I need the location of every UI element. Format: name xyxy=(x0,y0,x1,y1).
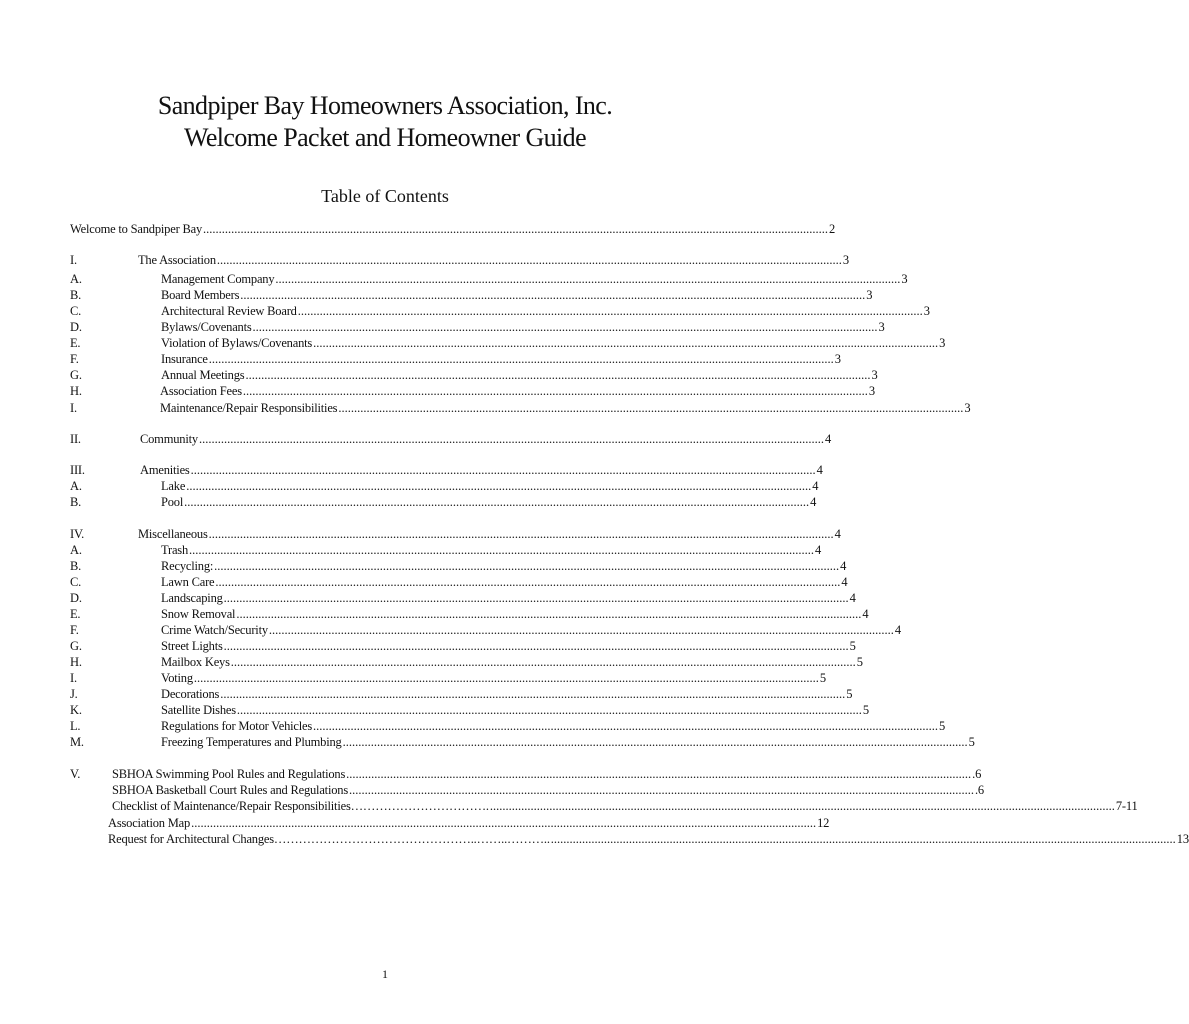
toc-dot-leader: ........................................................................................................................................................................................................ xyxy=(275,272,901,286)
toc-entry xyxy=(70,462,823,478)
toc-dot-leader: ........................................................................................................................................................................................................ xyxy=(223,591,849,605)
toc-dot-leader: ........................................................................................................................................................................................................ xyxy=(313,719,939,733)
toc-entry-line xyxy=(112,766,982,782)
toc-entry xyxy=(70,526,841,542)
toc-entry-label: Checklist of Maintenance/Repair Responsibilities……………………………. xyxy=(112,799,489,813)
toc-entry xyxy=(70,271,908,287)
toc-entry-page: 12 xyxy=(817,816,830,830)
toc-entry-number: E. xyxy=(70,607,81,621)
toc-entry-page: 3 xyxy=(878,320,885,334)
toc-entry-number: J. xyxy=(70,687,78,701)
toc-entry-number: I. xyxy=(70,253,77,267)
toc-entry-number: C. xyxy=(70,575,82,589)
toc-entry-line xyxy=(161,718,946,734)
toc-entry-page: 4 xyxy=(840,559,847,573)
toc-entry-line xyxy=(138,526,841,542)
toc-entry-line xyxy=(161,367,878,383)
toc-entry-label: SBHOA Swimming Pool Rules and Regulations xyxy=(112,767,346,781)
toc-entry-number: D. xyxy=(70,591,82,605)
toc-entry-number: K. xyxy=(70,703,82,717)
toc-entry-label: Violation of Bylaws/Covenants xyxy=(161,336,313,350)
toc-entry-line xyxy=(161,622,901,638)
toc-entry-page: 5 xyxy=(856,655,863,669)
toc-entry-label: SBHOA Basketball Court Rules and Regulations xyxy=(112,783,348,797)
toc-entry xyxy=(70,494,817,510)
toc-entry-page: 4 xyxy=(816,463,823,477)
toc-dot-leader: ........................................................................................................................................................................................................ xyxy=(252,320,878,334)
toc-entry-line xyxy=(160,400,971,416)
toc-entry-number: A. xyxy=(70,479,82,493)
toc-entry-number: C. xyxy=(70,304,82,318)
toc-entry-page: 3 xyxy=(871,368,878,382)
toc-entry xyxy=(70,351,841,367)
toc-entry-page: 4 xyxy=(815,543,822,557)
toc-entry-label: Recycling: xyxy=(161,559,214,573)
toc-entry-number: H. xyxy=(70,384,82,398)
toc-dot-leader: ........................................................................................................................................................................................................ xyxy=(220,687,846,701)
toc-entry xyxy=(70,654,863,670)
toc-dot-leader: ........................................................................................................................................................................................................ xyxy=(240,288,866,302)
toc-entry-line xyxy=(161,734,975,750)
toc-dot-leader: ........................................................................................................................................................................................................ xyxy=(215,575,841,589)
toc-entry xyxy=(70,335,946,351)
toc-entry-number: I. xyxy=(70,671,77,685)
toc-entry-label: Architectural Review Board xyxy=(161,304,297,318)
toc-entry-number: IV. xyxy=(70,527,85,541)
toc-dot-leader: ........................................................................................................................................................................................................ xyxy=(186,479,812,493)
toc-dot-leader: ........................................................................................................................................................................................................ xyxy=(193,671,819,685)
toc-entry-line xyxy=(140,462,823,478)
toc-entry xyxy=(70,431,831,447)
toc-dot-leader: ........................................................................................................................................................................................................ xyxy=(297,304,923,318)
toc-entry-line xyxy=(161,335,946,351)
toc-dot-leader: ........................................................................................................................................................................................................ xyxy=(190,463,816,477)
toc-dot-leader: ........................................................................................................................................................................................................ xyxy=(236,607,862,621)
toc-entry xyxy=(70,766,982,782)
toc-entry-line xyxy=(161,303,930,319)
document-subtitle: Welcome Packet and Homeowner Guide xyxy=(183,123,587,152)
toc-entry-label: Voting xyxy=(161,671,193,685)
toc-dot-leader: ........................................................................................................................................................................................................ xyxy=(242,384,868,398)
toc-entry-label: Freezing Temperatures and Plumbing xyxy=(161,735,342,749)
toc-entry-label: Association Fees xyxy=(160,384,242,398)
toc-entry-label: Management Company xyxy=(161,272,275,286)
toc-entry-page: 3 xyxy=(964,401,971,415)
toc-dot-leader: ........................................................................................................................................................................................................ xyxy=(214,559,840,573)
toc-entry xyxy=(70,831,1189,847)
toc-entry-label: Welcome to Sandpiper Bay xyxy=(70,222,203,236)
toc-dot-leader: ........................................................................................................................................................................................................ xyxy=(198,432,824,446)
toc-entry xyxy=(70,686,853,702)
toc-entry-line xyxy=(108,815,830,831)
toc-entry-page: 4 xyxy=(834,527,841,541)
toc-entry xyxy=(70,702,869,718)
toc-entry-line xyxy=(160,383,875,399)
toc-entry-page: 4 xyxy=(849,591,856,605)
toc-entry-line xyxy=(108,831,1189,847)
toc-entry xyxy=(70,782,984,798)
toc-entry-number: F. xyxy=(70,623,79,637)
toc-heading: Table of Contents xyxy=(321,186,449,206)
toc-entry-label: Trash xyxy=(161,543,189,557)
toc-entry-number: E. xyxy=(70,336,81,350)
toc-entry-page: 4 xyxy=(894,623,901,637)
toc-entry xyxy=(70,287,873,303)
toc-entry-number: M. xyxy=(70,735,84,749)
toc-dot-leader: ........................................................................................................................................................................................................ xyxy=(236,703,862,717)
toc-entry-line xyxy=(161,702,869,718)
toc-entry-page: 5 xyxy=(819,671,826,685)
toc-entry-label: Mailbox Keys xyxy=(161,655,230,669)
toc-entry-line xyxy=(161,654,863,670)
toc-entry-line xyxy=(161,494,817,510)
toc-entry-number: B. xyxy=(70,495,82,509)
toc-entry xyxy=(70,400,971,416)
toc-entry-page: 7-11 xyxy=(1115,799,1138,813)
toc-entry-number: A. xyxy=(70,543,82,557)
toc-dot-leader: ........................................................................................................................................................................................................ xyxy=(550,832,1176,846)
toc-entry-page: 4 xyxy=(841,575,848,589)
toc-entry xyxy=(70,478,819,494)
toc-entry-number: F. xyxy=(70,352,79,366)
toc-entry-label: Request for Architectural Changes…………………………………………..……..……….. xyxy=(108,832,550,846)
toc-entry-page: 4 xyxy=(824,432,831,446)
toc-entry-page: 3 xyxy=(834,352,841,366)
toc-entry-label: Board Members xyxy=(161,288,240,302)
page-number: 1 xyxy=(382,967,388,981)
toc-entry xyxy=(70,574,848,590)
toc-entry xyxy=(70,622,901,638)
toc-entry-number: L. xyxy=(70,719,81,733)
toc-dot-leader: ........................................................................................................................................................................................................ xyxy=(338,401,964,415)
toc-dot-leader: ........................................................................................................................................................................................................ xyxy=(184,495,810,509)
toc-entry xyxy=(70,542,822,558)
toc-entry-label: Community xyxy=(140,432,198,446)
toc-entry-line xyxy=(161,478,819,494)
toc-entry-line xyxy=(140,431,831,447)
toc-entry xyxy=(70,319,885,335)
toc-entry-page: .6 xyxy=(972,767,982,781)
toc-entry-page: 13 xyxy=(1176,832,1189,846)
toc-entry-number: D. xyxy=(70,320,82,334)
toc-dot-leader: ........................................................................................................................................................................................................ xyxy=(216,253,842,267)
toc-entry xyxy=(70,303,930,319)
toc-entry-label: Satellite Dishes xyxy=(161,703,236,717)
toc-dot-leader: ........................................................................................................................................................................................................ xyxy=(346,767,972,781)
toc-entry-number: B. xyxy=(70,288,82,302)
toc-entry xyxy=(70,734,975,750)
toc-entry-number: H. xyxy=(70,655,82,669)
toc-entry-line xyxy=(161,686,853,702)
toc-entry-line xyxy=(161,638,856,654)
toc-entry-page: 3 xyxy=(923,304,930,318)
toc-entry-page: 3 xyxy=(939,336,946,350)
toc-entry-number: I. xyxy=(70,401,77,415)
toc-entry xyxy=(70,558,847,574)
toc-entry-page: 3 xyxy=(901,272,908,286)
toc-entry-label: Pool xyxy=(161,495,184,509)
toc-entry-page: 5 xyxy=(939,719,946,733)
toc-entry xyxy=(70,670,826,686)
toc-entry-label: Lawn Care xyxy=(161,575,215,589)
toc-entry-label: Amenities xyxy=(140,463,190,477)
toc-entry xyxy=(70,367,878,383)
toc-entry xyxy=(70,252,849,268)
toc-entry-line xyxy=(161,574,848,590)
toc-entry xyxy=(70,590,856,606)
toc-entry-number: G. xyxy=(70,639,82,653)
toc-entry-number: V. xyxy=(70,767,81,781)
toc-entry-page: 4 xyxy=(862,607,869,621)
toc-entry-page: 4 xyxy=(810,495,817,509)
toc-entry-line xyxy=(112,782,984,798)
toc-entry-line xyxy=(70,221,836,237)
toc-entry-label: Lake xyxy=(161,479,186,493)
toc-entry-line xyxy=(161,558,847,574)
toc-entry-line xyxy=(161,287,873,303)
toc-entry-line xyxy=(161,590,856,606)
toc-dot-leader: ........................................................................................................................................................................................................ xyxy=(189,543,815,557)
toc-dot-leader: ........................................................................................................................................................................................................ xyxy=(268,623,894,637)
toc-entry-label: Insurance xyxy=(161,352,208,366)
toc-entry-line xyxy=(161,351,841,367)
toc-entry-page: 3 xyxy=(842,253,849,267)
toc-entry-label: Crime Watch/Security xyxy=(161,623,268,637)
toc-entry-label: Bylaws/Covenants xyxy=(161,320,252,334)
toc-dot-leader: ........................................................................................................................................................................................................ xyxy=(203,222,829,236)
toc-entry xyxy=(70,815,830,831)
toc-entry-line xyxy=(161,606,869,622)
toc-entry xyxy=(70,798,1138,814)
toc-entry-page: 3 xyxy=(866,288,873,302)
toc-entry-label: Annual Meetings xyxy=(161,368,245,382)
toc-entry-number: II. xyxy=(70,432,81,446)
toc-entry-page: 4 xyxy=(812,479,819,493)
toc-entry-page: 3 xyxy=(868,384,875,398)
toc-entry-page: 5 xyxy=(846,687,853,701)
toc-dot-leader: ........................................................................................................................................................................................................ xyxy=(208,352,834,366)
toc-entry xyxy=(70,383,875,399)
toc-entry-line xyxy=(138,252,849,268)
toc-entry xyxy=(70,606,869,622)
toc-entry-line xyxy=(161,319,885,335)
toc-entry-line xyxy=(161,271,908,287)
toc-dot-leader: ........................................................................................................................................................................................................ xyxy=(208,527,834,541)
toc-entry xyxy=(70,638,856,654)
toc-dot-leader: ........................................................................................................................................................................................................ xyxy=(348,783,974,797)
toc-entry xyxy=(70,221,836,237)
toc-dot-leader: ........................................................................................................................................................................................................ xyxy=(245,368,871,382)
toc-entry-page: 5 xyxy=(968,735,975,749)
toc-entry-label: Decorations xyxy=(161,687,220,701)
toc-entry-number: G. xyxy=(70,368,82,382)
toc-dot-leader: ........................................................................................................................................................................................................ xyxy=(230,655,856,669)
toc-entry-line xyxy=(112,798,1138,814)
toc-entry-label: Landscaping xyxy=(161,591,223,605)
toc-entry-number: III. xyxy=(70,463,85,477)
toc-entry-page: 5 xyxy=(849,639,856,653)
toc-entry-label: Association Map xyxy=(108,816,191,830)
toc-entry-label: The Association xyxy=(138,253,216,267)
toc-dot-leader: ........................................................................................................................................................................................................ xyxy=(313,336,939,350)
toc-entry-page: 5 xyxy=(862,703,869,717)
toc-entry-label: Maintenance/Repair Responsibilities xyxy=(160,401,338,415)
toc-entry-page: 2 xyxy=(829,222,836,236)
toc-entry-label: Regulations for Motor Vehicles xyxy=(161,719,313,733)
toc-entry-label: Miscellaneous xyxy=(138,527,208,541)
toc-entry-number: B. xyxy=(70,559,82,573)
toc-entry-line xyxy=(161,670,826,686)
toc-dot-leader: ........................................................................................................................................................................................................ xyxy=(223,639,849,653)
toc-entry-line xyxy=(161,542,822,558)
toc-entry-label: Street Lights xyxy=(161,639,223,653)
toc-entry-page: .6 xyxy=(974,783,984,797)
toc-entry xyxy=(70,718,946,734)
toc-dot-leader: ........................................................................................................................................................................................................ xyxy=(191,816,817,830)
toc-dot-leader: ........................................................................................................................................................................................................ xyxy=(342,735,968,749)
toc-dot-leader: ........................................................................................................................................................................................................ xyxy=(489,799,1115,813)
toc-entry-number: A. xyxy=(70,272,82,286)
toc-entry-label: Snow Removal xyxy=(161,607,236,621)
document-title: Sandpiper Bay Homeowners Association, Inc. xyxy=(157,91,613,120)
